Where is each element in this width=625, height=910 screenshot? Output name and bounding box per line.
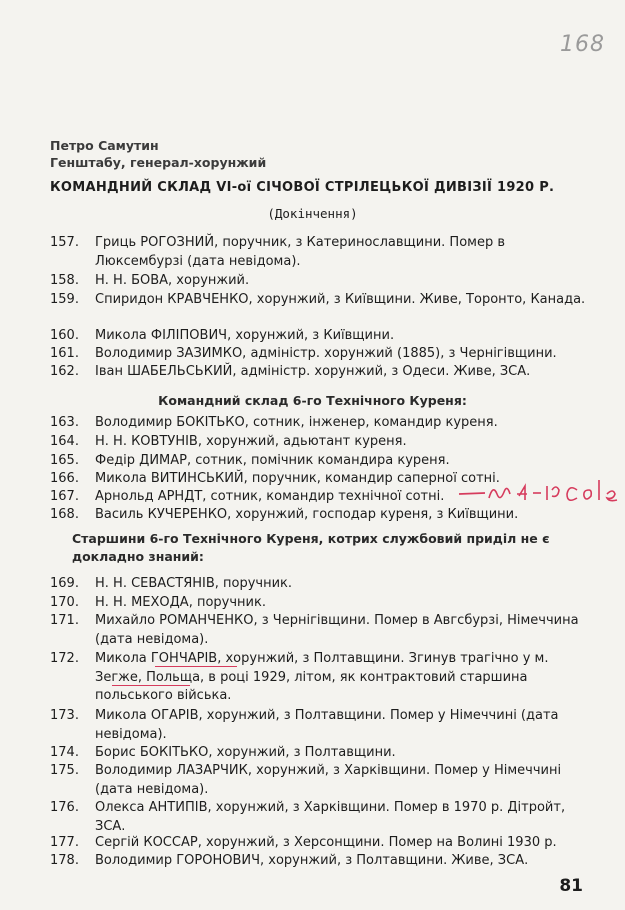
list-item xyxy=(50,762,590,799)
entry-number: 160. xyxy=(50,328,79,343)
author-name: Петро Самутин xyxy=(50,138,159,153)
entry-number: 170. xyxy=(50,595,79,610)
entry-text: Н. Н. СЕВАСТЯНІВ, поручник. xyxy=(95,576,293,591)
entry-text: Іван ШАБЕЛЬСЬКИЙ, адміністр. хорунжий, з Одеси. Живе, ЗСА. xyxy=(95,364,531,379)
entry-text: Микола ФІЛІПОВИЧ, хорунжий, з Київщини. xyxy=(95,328,395,343)
entry-number: 176. xyxy=(50,800,79,815)
entry-number: 162. xyxy=(50,364,79,379)
entry-number: 173. xyxy=(50,708,79,723)
entry-text: Гриць РОГОЗНИЙ, поручник, з Катеринославщини. Помер в Люксембурзі (дата невідома). xyxy=(95,235,506,269)
entry-text: Володимир ГОРОНОВИЧ, хорунжий, з Полтавщини. Живе, ЗСА. xyxy=(95,853,529,868)
list-item xyxy=(50,799,590,836)
list-item xyxy=(50,433,590,452)
list-item xyxy=(50,650,590,706)
entry-text: Спиридон КРАВЧЕНКО, хорунжий, з Київщини. Живе, Торонто, Канада. xyxy=(95,292,586,307)
entry-number: 158. xyxy=(50,273,79,288)
entry-text: Н. Н. БОВА, хорунжий. xyxy=(95,273,250,288)
list-item xyxy=(50,834,590,853)
entry-text: Володимир ЗАЗИМКО, адміністр. хорунжий (1885), з Чернігівщини. xyxy=(95,346,557,361)
entry-number: 177. xyxy=(50,835,79,850)
entry-text: Н. Н. КОВТУНІВ, хорунжий, адьютант куреня. xyxy=(95,434,407,449)
entry-number: 157. xyxy=(50,235,79,250)
entry-number: 175. xyxy=(50,763,79,778)
list-item xyxy=(50,327,590,346)
list-item xyxy=(50,594,590,613)
list-item xyxy=(50,575,590,594)
entry-number: 174. xyxy=(50,745,79,760)
list-item xyxy=(50,452,590,471)
article-title: КОМАНДНИЙ СКЛАД VI-ої СІЧОВОЇ СТРІЛЕЦЬКОЇ ДИВІЗІЇ 1920 Р. xyxy=(50,180,555,195)
entry-number: 164. xyxy=(50,434,79,449)
entry-text: Олекса АНТИПІВ, хорунжий, з Харківщини. Помер в 1970 р. Дітройт, ЗСА. xyxy=(95,800,566,834)
entry-number: 172. xyxy=(50,651,79,666)
entry-text: Борис БОКІТЬКО, хорунжий, з Полтавщини. xyxy=(95,745,396,760)
entry-text: Микола ОГАРІВ, хорунжий, з Полтавщини. Помер у Німеччині (дата невідома). xyxy=(95,708,559,742)
entry-text: Володимир БОКІТЬКО, сотник, інженер, командир куреня. xyxy=(95,415,498,430)
entry-number: 171. xyxy=(50,613,79,628)
entry-text: Володимир ЛАЗАРЧИК, хорунжий, з Харківщини. Помер у Німеччині (дата невідома). xyxy=(95,763,562,797)
entry-number: 165. xyxy=(50,453,79,468)
entry-text: Сергій КОССАР, хорунжий, з Херсонщини. Помер на Волині 1930 р. xyxy=(95,835,557,850)
entry-text: Федір ДИМАР, сотник, помічник командира куреня. xyxy=(95,453,450,468)
page-number: 81 xyxy=(559,876,583,896)
entry-text: Арнольд АРНДТ, сотник, командир технічної сотні. xyxy=(95,489,445,504)
entry-number: 163. xyxy=(50,415,79,430)
section-heading: Старшини 6-го Технічного Куреня, котрих службовий приділ не є докладно знаний: xyxy=(72,531,550,564)
entry-number: 161. xyxy=(50,346,79,361)
entry-number: 166. xyxy=(50,471,79,486)
list-item xyxy=(50,363,590,382)
entry-text: Микола ВИТИНСЬКИЙ, поручник, командир саперної сотні. xyxy=(95,471,500,486)
entry-text: Н. Н. МЕХОДА, поручник. xyxy=(95,595,266,610)
list-item xyxy=(50,744,590,763)
handwritten-note xyxy=(457,474,625,514)
list-item xyxy=(50,291,590,310)
red-underline xyxy=(112,685,190,686)
list-item xyxy=(50,272,590,291)
entry-text: Микола ГОНЧАРІВ, хорунжий, з Полтавщини. Згинув трагічно у м. Зегже, Польща, в році 1929, літом, як контрактовий старшина польського війська. xyxy=(95,651,549,703)
section-heading: Командний склад 6-го Технічного Куреня: xyxy=(158,393,467,408)
list-item xyxy=(50,345,590,364)
entry-text: Василь КУЧЕРЕНКО, хорунжий, господар куреня, з Київщини. xyxy=(95,507,519,522)
list-item xyxy=(50,414,590,433)
entry-number: 169. xyxy=(50,576,79,591)
list-item xyxy=(50,852,590,871)
entry-number: 168. xyxy=(50,507,79,522)
entry-number: 167. xyxy=(50,489,79,504)
list-item xyxy=(50,234,590,271)
red-underline xyxy=(155,666,237,667)
list-item xyxy=(50,612,590,649)
handwritten-page-mark: 168 xyxy=(560,32,605,57)
entry-number: 178. xyxy=(50,853,79,868)
author-rank: Генштабу, генерал-хорунжий xyxy=(50,155,267,170)
list-item xyxy=(50,707,590,744)
article-subtitle: (Докінчення) xyxy=(267,206,358,221)
entry-number: 159. xyxy=(50,292,79,307)
entry-text: Михайло РОМАНЧЕНКО, з Чернігівщини. Помер в Авгсбурзі, Німеччина (дата невідома). xyxy=(95,613,579,647)
